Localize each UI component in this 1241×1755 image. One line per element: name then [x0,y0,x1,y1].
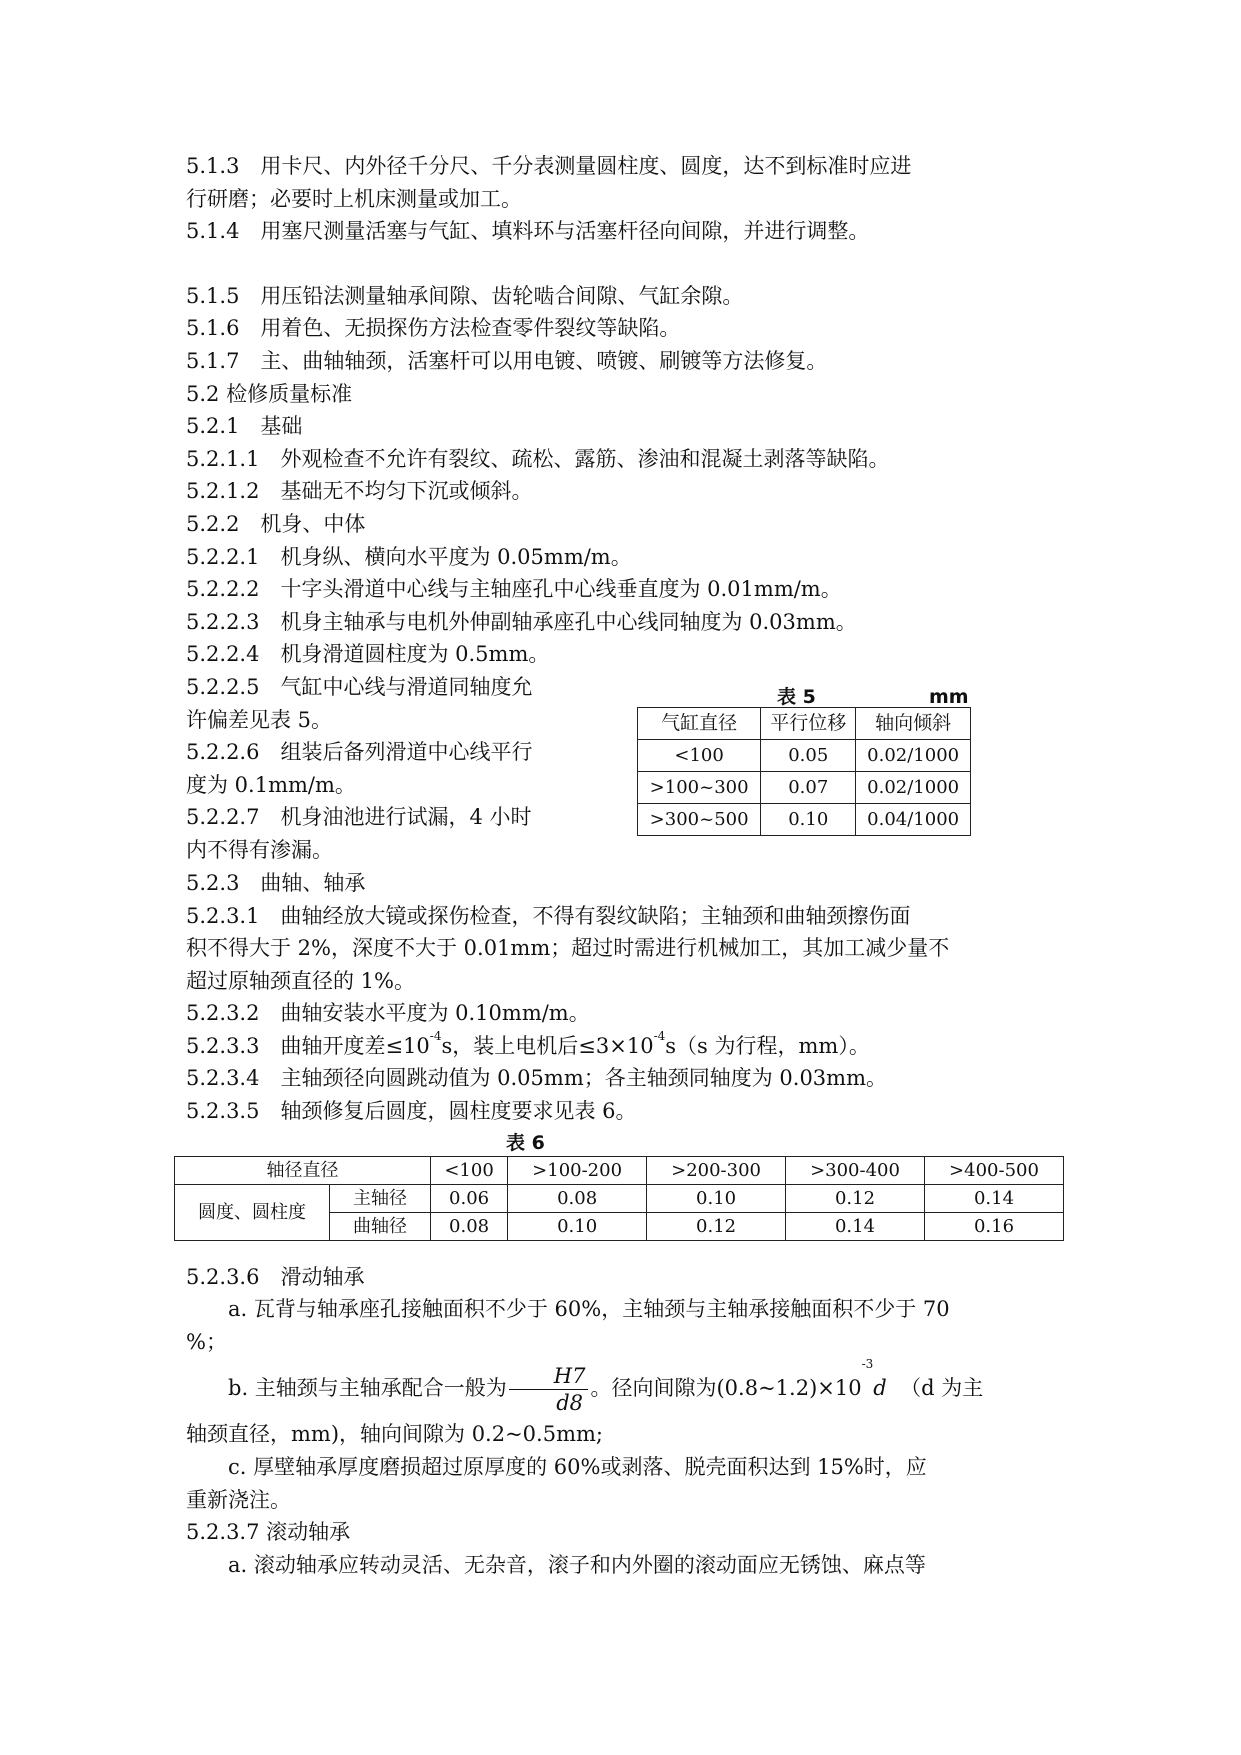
table-header-cell: 轴向倾斜 [856,707,971,739]
table-header-cell: >100-200 [508,1156,647,1184]
text-line: 5.2.2.3 机身主轴承与电机外伸副轴承座孔中心线同轴度为 0.03mm。 [186,609,857,634]
table5 [637,707,971,836]
text-line: 5.2.2.4 机身滑道圆柱度为 0.5mm。 [186,642,550,667]
text-fragment: b. 主轴颈与主轴承配合一般为 [228,1376,507,1401]
table-header-cell: >200-300 [647,1156,786,1184]
table-cell: 0.04/1000 [856,803,971,835]
table5-container [637,681,971,836]
table-row-group-label: 圆度、圆柱度 [175,1184,330,1240]
text-line: 5.2.2 机身、中体 [186,511,366,536]
text-line: 内不得有渗漏。 [186,837,333,862]
text-line: 5.2.1 基础 [186,414,303,439]
text-line: c. 厚壁轴承厚度磨损超过原厚度的 60%或剥落、脱壳面积达到 15%时，应 [228,1455,927,1480]
table-cell: 0.10 [647,1184,786,1212]
table-cell: 0.16 [924,1212,1063,1240]
text-line: 5.2.2.7 机身油池进行试漏，4 小时 [186,805,532,830]
text-fragment: 5.2.3.3 曲轴开度差≤10 [186,1033,430,1058]
table5-unit: mm [929,685,969,708]
table6 [174,1156,1064,1241]
text-line: 积不得大于 2%，深度不大于 0.01mm；超过时需进行机械加工，其加工减少量不 [186,936,950,961]
text-line: 5.2.3.2 曲轴安装水平度为 0.10mm/m。 [186,1001,590,1026]
text-line: 5.2.3.6 滑动轴承 [186,1264,365,1289]
text-line: 5.2.3.1 曲轴经放大镜或探伤检查，不得有裂纹缺陷；主轴颈和曲轴颈擦伤面 [186,903,911,928]
text-fragment: s（s 为行程，mm）。 [665,1033,870,1058]
superscript: -3 [861,1357,874,1372]
text-line: 5.2.1.1 外观检查不允许有裂纹、疏松、露筋、渗油和混凝土剥落等缺陷。 [186,446,890,471]
table-row [175,1184,1064,1212]
text-line: 5.1.4 用塞尺测量活塞与气缸、填料环与活塞杆径向间隙，并进行调整。 [186,219,870,244]
superscript: -4 [429,1028,442,1043]
text-line-fraction [186,1358,1066,1418]
table-row [638,771,971,803]
text-line: 行研磨；必要时上机床测量或加工。 [186,186,522,211]
text-line: 5.2.3.7 滚动轴承 [186,1520,351,1545]
table-cell: 0.12 [786,1184,925,1212]
table-row-label: 主轴径 [330,1184,431,1212]
table-header-cell: <100 [431,1156,508,1184]
table-header-cell: >400-500 [924,1156,1063,1184]
text-line-5233 [186,1030,1066,1063]
table-header-row [175,1156,1064,1184]
fraction [509,1363,589,1416]
text-line: 5.2.2.1 机身纵、横向水平度为 0.05mm/m。 [186,544,632,569]
table-header-cell: >300-400 [786,1156,925,1184]
left-column-text [186,671,611,867]
table-cell: 0.10 [508,1212,647,1240]
document-body [186,150,1066,1581]
fraction-numerator: H7 [509,1363,589,1390]
text-line: 5.2.3.5 轴颈修复后圆度，圆柱度要求见表 6。 [186,1099,637,1124]
text-line: %； [186,1329,227,1354]
table-cell: >300~500 [638,803,761,835]
table-cell: 0.14 [786,1212,925,1240]
table6-title: 表 6 [506,1131,545,1154]
text-line: 许偏差见表 5。 [186,707,333,732]
table-row [638,803,971,835]
text-line: 重新浇注。 [186,1487,291,1512]
table-cell: <100 [638,739,761,771]
superscript: -4 [653,1028,666,1043]
text-fragment: （d 为主 [900,1376,984,1401]
fraction-denominator: d8 [556,1391,584,1416]
table-header-cell: 平行位移 [761,707,856,739]
table-cell: 0.06 [431,1184,508,1212]
text-line: 5.2.3 曲轴、轴承 [186,870,366,895]
table-cell: 0.10 [761,803,856,835]
table-cell: >100~300 [638,771,761,803]
text-line: 5.2.2.5 气缸中心线与滑道同轴度允 [186,674,533,699]
text-fragment: s，装上电机后≤3×10 [441,1033,654,1058]
text-line: 超过原轴颈直径的 1%。 [186,968,415,993]
table-header-cell: 轴径直径 [175,1156,431,1184]
table-cell: 0.08 [508,1184,647,1212]
table5-title: 表 5 [777,685,816,708]
table-cell: 0.02/1000 [856,771,971,803]
table-row [638,739,971,771]
table5-wrap-block [186,671,1066,867]
section-heading: 5.2 检修质量标准 [186,381,353,406]
text-line: 5.2.2.2 十字头滑道中心线与主轴座孔中心线垂直度为 0.01mm/m。 [186,577,842,602]
text-line: 5.2.2.6 组装后备列滑道中心线平行 [186,740,533,765]
text-line: 5.1.7 主、曲轴轴颈，活塞杆可以用电镀、喷镀、刷镀等方法修复。 [186,348,828,373]
table-cell: 0.14 [924,1184,1063,1212]
text-line: 5.2.1.2 基础无不均匀下沉或倾斜。 [186,479,533,504]
table-row-label: 曲轴径 [330,1212,431,1240]
text-line: a. 瓦背与轴承座孔接触面积不少于 60%，主轴颈与主轴承接触面积不少于 70 [228,1297,950,1322]
text-line: 5.1.6 用着色、无损探伤方法检查零件裂纹等缺陷。 [186,316,681,341]
table-cell: 0.12 [647,1212,786,1240]
table-cell: 0.08 [431,1212,508,1240]
table-cell: 0.02/1000 [856,739,971,771]
text-fragment: 。径向间隙为(0.8~1.2)×10 [590,1376,862,1401]
text-line: 度为 0.1mm/m。 [186,772,356,797]
table5-caption [637,681,971,707]
text-line: 5.1.3 用卡尺、内外径千分尺、千分表测量圆柱度、圆度，达不到标准时应进 [186,154,912,178]
table-header-cell: 气缸直径 [638,707,761,739]
table-cell: 0.05 [761,739,856,771]
text-line: 轴颈直径，mm)，轴向间隙为 0.2~0.5mm; [186,1422,603,1447]
table-cell: 0.07 [761,771,856,803]
text-line: 5.2.3.4 主轴颈径向圆跳动值为 0.05mm；各主轴颈同轴度为 0.03mm。 [186,1066,887,1091]
text-fragment: d [873,1376,887,1401]
text-line: 5.1.5 用压铅法测量轴承间隙、齿轮啮合间隙、气缸余隙。 [186,283,744,308]
text-line: a. 滚动轴承应转动灵活、无杂音，滚子和内外圈的滚动面应无锈蚀、麻点等 [228,1552,926,1577]
